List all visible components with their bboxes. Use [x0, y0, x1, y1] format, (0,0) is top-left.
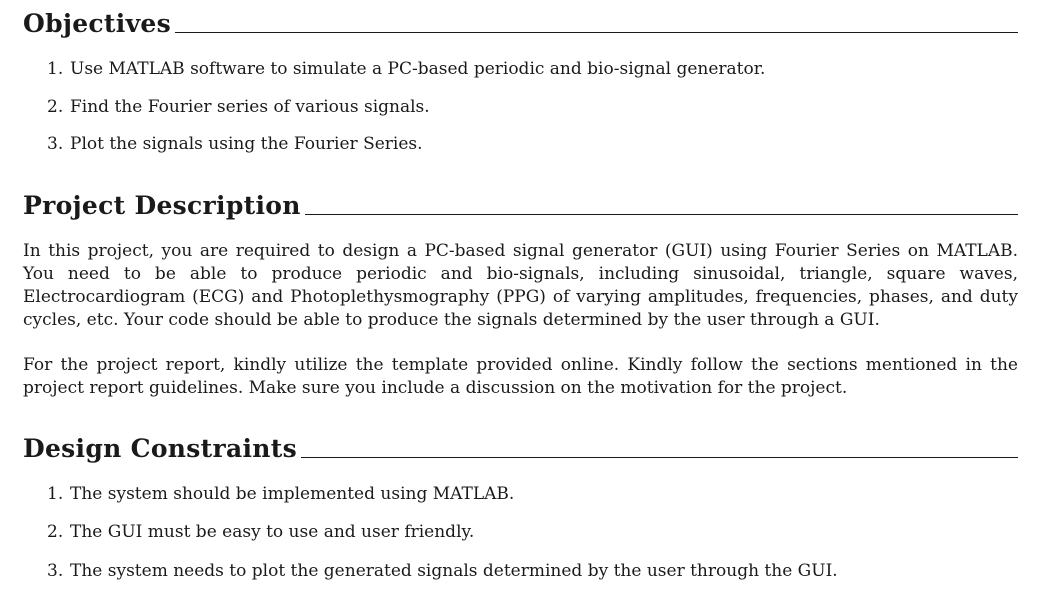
project-description-section: [23, 186, 1018, 398]
list-item-number: 1.: [47, 59, 64, 79]
project-description-heading-row: [23, 186, 1018, 218]
list-item: [47, 59, 765, 79]
design-constraints-rule: [301, 457, 1018, 458]
list-item: [47, 484, 514, 504]
project-description-rule: [305, 214, 1018, 215]
objectives-heading: Objectives: [23, 9, 171, 38]
list-item-number: 2.: [47, 97, 64, 117]
objectives-section: [23, 4, 1018, 154]
design-constraints-section: [23, 429, 1018, 581]
list-item-number: 1.: [47, 484, 64, 504]
list-item-number: 3.: [47, 561, 64, 581]
list-item-text: The system needs to plot the generated signals determined by the user through the GUI.: [70, 561, 838, 581]
design-constraints-heading-row: [23, 429, 1018, 461]
list-item-number: 2.: [47, 522, 64, 542]
list-item-text: The system should be implemented using MATLAB.: [70, 484, 515, 504]
list-item-text: The GUI must be easy to use and user friendly.: [70, 522, 475, 542]
list-item: [47, 134, 423, 154]
list-item-number: 3.: [47, 134, 64, 154]
design-constraints-heading: Design Constraints: [23, 434, 297, 463]
objectives-heading-row: [23, 4, 1018, 36]
list-item: [47, 561, 838, 581]
list-item: [47, 97, 430, 117]
project-description-heading: Project Description: [23, 191, 301, 220]
list-item: [47, 522, 474, 542]
project-description-paragraph-2: For the project report, kindly utilize the template provided online. Kindly follow the sections mentioned in the project report guidelines. Make sure you include a discussion on the motivation for the project.: [23, 355, 1018, 398]
project-description-paragraph-1: In this project, you are required to design a PC-based signal generator (GUI) using Fourier Series on MATLAB. You need to be able to produce periodic and bio-signals, including sinusoidal, triangle, square waves, Electrocardiogram (ECG) and Photoplethysmography (PPG) of varying amplitudes, frequencies, phases, and duty cycles, etc. Your code should be able to produce the signals determined by the user through a GUI.: [23, 241, 1018, 330]
objectives-rule: [175, 32, 1018, 33]
list-item-text: Plot the signals using the Fourier Series.: [70, 134, 423, 154]
list-item-text: Use MATLAB software to simulate a PC-based periodic and bio-signal generator.: [70, 59, 766, 79]
list-item-text: Find the Fourier series of various signals.: [70, 97, 430, 117]
